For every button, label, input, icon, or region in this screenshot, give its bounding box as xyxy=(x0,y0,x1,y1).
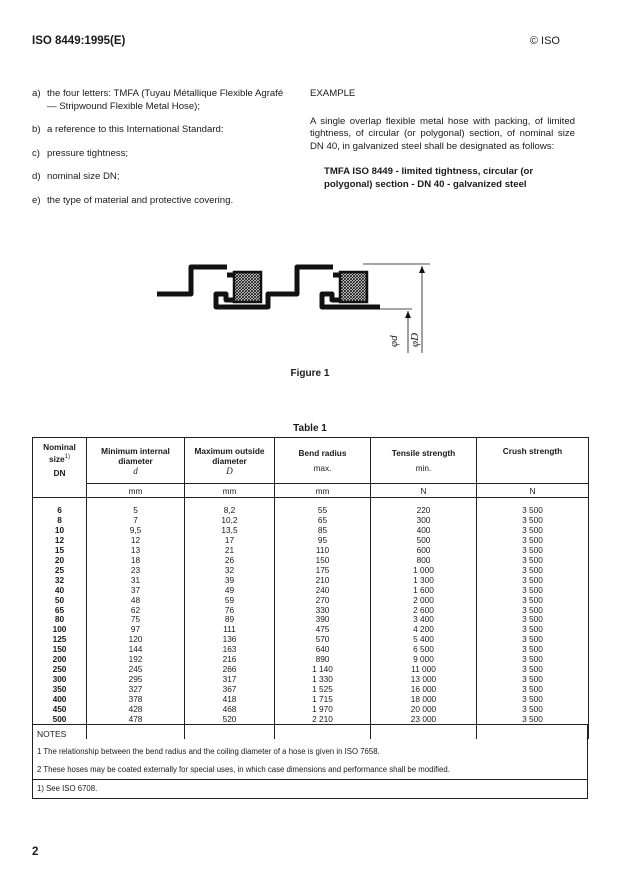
value-cell: 520 xyxy=(185,715,275,725)
footnote-1: 1) See ISO 6708. xyxy=(33,779,587,798)
value-cell: 7 xyxy=(87,516,185,526)
value-cell: 220 xyxy=(371,506,477,516)
value-cell: 3 500 xyxy=(477,596,589,606)
value-cell: 3 500 xyxy=(477,566,589,576)
table-row xyxy=(33,526,589,536)
unit-cell: mm xyxy=(185,484,275,498)
value-cell: 111 xyxy=(185,625,275,635)
example-block xyxy=(310,88,575,191)
value-cell: 49 xyxy=(185,586,275,596)
nominal-size-cell: 12 xyxy=(33,536,87,546)
value-cell: 1 300 xyxy=(371,576,477,586)
table-row xyxy=(33,506,589,516)
header-tensile-strength: Tensile strength min. xyxy=(371,438,477,484)
value-cell: 3 500 xyxy=(477,715,589,725)
nominal-size-cell: 500 xyxy=(33,715,87,725)
designation-item xyxy=(32,195,292,208)
value-cell: 37 xyxy=(87,586,185,596)
table-row xyxy=(33,556,589,566)
nominal-size-cell: 80 xyxy=(33,615,87,625)
note-1: 1 The relationship between the bend radius and the coiling diameter of a hose is given in ISO 7658. xyxy=(37,747,380,756)
value-cell: 16 000 xyxy=(371,685,477,695)
nominal-size-cell: 15 xyxy=(33,546,87,556)
value-cell: 500 xyxy=(371,536,477,546)
value-cell: 570 xyxy=(275,635,371,645)
unit-cell: mm xyxy=(275,484,371,498)
value-cell: 18 000 xyxy=(371,695,477,705)
designation-item xyxy=(32,124,292,137)
table-row xyxy=(33,635,589,645)
value-cell: 26 xyxy=(185,556,275,566)
designation-marker: c) xyxy=(32,147,40,159)
value-cell: 245 xyxy=(87,665,185,675)
value-cell: 65 xyxy=(275,516,371,526)
value-cell: 97 xyxy=(87,625,185,635)
nominal-size-cell: 450 xyxy=(33,705,87,715)
unit-cell: N xyxy=(371,484,477,498)
value-cell: 3 500 xyxy=(477,556,589,566)
value-cell: 62 xyxy=(87,606,185,616)
designation-marker: b) xyxy=(32,124,41,135)
value-cell: 48 xyxy=(87,596,185,606)
value-cell: 39 xyxy=(185,576,275,586)
page-number: 2 xyxy=(32,846,39,858)
value-cell: 110 xyxy=(275,546,371,556)
example-title: EXAMPLE xyxy=(310,88,356,99)
nominal-size-cell: 6 xyxy=(33,506,87,516)
nominal-size-cell: 200 xyxy=(33,655,87,665)
value-cell: 3 500 xyxy=(477,665,589,675)
value-cell: 85 xyxy=(275,526,371,536)
example-body: A single overlap flexible metal hose with packing, of limited tightness, of circular (or polygonal) section, of nominal size DN 40, in galvanized steel shall be designated as follows: xyxy=(310,115,575,152)
value-cell: 23 000 xyxy=(371,715,477,725)
value-cell: 32 xyxy=(185,566,275,576)
notes-title: NOTES xyxy=(37,729,67,739)
value-cell: 240 xyxy=(275,586,371,596)
designation-text: the four letters: TMFA (Tuyau Métallique Flexible Agrafé — Stripwound Flexible Metal Hose); xyxy=(47,88,284,112)
table-row xyxy=(33,516,589,526)
table-row xyxy=(33,665,589,675)
value-cell: 175 xyxy=(275,566,371,576)
designation-marker: e) xyxy=(32,194,41,206)
table-row xyxy=(33,586,589,596)
hose-profile-figure xyxy=(150,255,450,365)
value-cell: 1 715 xyxy=(275,695,371,705)
value-cell: 12 xyxy=(87,536,185,546)
nominal-size-cell: 400 xyxy=(33,695,87,705)
designation-marker: d) xyxy=(32,171,41,182)
value-cell: 378 xyxy=(87,695,185,705)
header-nominal-size: Nominal size$^{1)}$ DN xyxy=(33,438,87,498)
value-cell: 3 500 xyxy=(477,546,589,556)
nominal-size-cell: 250 xyxy=(33,665,87,675)
value-cell: 120 xyxy=(87,635,185,645)
value-cell: 31 xyxy=(87,576,185,586)
value-cell: 1 970 xyxy=(275,705,371,715)
value-cell: 3 500 xyxy=(477,516,589,526)
value-cell: 418 xyxy=(185,695,275,705)
value-cell: 13 000 xyxy=(371,675,477,685)
table-row xyxy=(33,695,589,705)
value-cell: 1 525 xyxy=(275,685,371,695)
nominal-size-cell: 125 xyxy=(33,635,87,645)
value-cell: 210 xyxy=(275,576,371,586)
value-cell: 327 xyxy=(87,685,185,695)
value-cell: 17 xyxy=(185,536,275,546)
value-cell: 9,5 xyxy=(87,526,185,536)
value-cell: 55 xyxy=(275,506,371,516)
value-cell: 890 xyxy=(275,655,371,665)
value-cell: 9 000 xyxy=(371,655,477,665)
nominal-size-cell: 32 xyxy=(33,576,87,586)
nominal-size-cell: 100 xyxy=(33,625,87,635)
value-cell: 3 500 xyxy=(477,625,589,635)
value-cell: 3 500 xyxy=(477,506,589,516)
value-cell: 192 xyxy=(87,655,185,665)
nominal-size-cell: 350 xyxy=(33,685,87,695)
value-cell: 475 xyxy=(275,625,371,635)
packing-left xyxy=(234,272,261,302)
value-cell: 6 500 xyxy=(371,645,477,655)
value-cell: 136 xyxy=(185,635,275,645)
value-cell: 330 xyxy=(275,606,371,616)
value-cell: 1 600 xyxy=(371,586,477,596)
designation-text: pressure tightness; xyxy=(47,147,129,159)
header-bend-radius: Bend radius max. xyxy=(275,438,371,484)
value-cell: 18 xyxy=(87,556,185,566)
value-cell: 3 500 xyxy=(477,615,589,625)
value-cell: 3 500 xyxy=(477,635,589,645)
value-cell: 3 500 xyxy=(477,685,589,695)
value-cell: 266 xyxy=(185,665,275,675)
table-row xyxy=(33,546,589,556)
designation-item xyxy=(32,171,292,184)
value-cell: 20 000 xyxy=(371,705,477,715)
value-cell: 4 200 xyxy=(371,625,477,635)
value-cell: 8,2 xyxy=(185,506,275,516)
designation-text: nominal size DN; xyxy=(47,171,120,182)
value-cell: 390 xyxy=(275,615,371,625)
table-row xyxy=(33,576,589,586)
value-cell: 3 500 xyxy=(477,536,589,546)
value-cell: 150 xyxy=(275,556,371,566)
value-cell: 300 xyxy=(371,516,477,526)
nominal-size-cell: 50 xyxy=(33,596,87,606)
table-row xyxy=(33,685,589,695)
designation-item xyxy=(32,148,292,161)
value-cell: 640 xyxy=(275,645,371,655)
value-cell: 3 500 xyxy=(477,695,589,705)
header-min-internal-diameter: Minimum internal diameter d xyxy=(87,438,185,484)
value-cell: 3 500 xyxy=(477,526,589,536)
value-cell: 1 000 xyxy=(371,566,477,576)
value-cell: 3 500 xyxy=(477,655,589,665)
note-2: 2 These hoses may be coated externally for special uses, in which case dimensions and performance shall be modified. xyxy=(37,765,450,774)
value-cell: 21 xyxy=(185,546,275,556)
value-cell: 468 xyxy=(185,705,275,715)
value-cell: 295 xyxy=(87,675,185,685)
nominal-size-cell: 150 xyxy=(33,645,87,655)
value-cell: 1 140 xyxy=(275,665,371,675)
value-cell: 2 000 xyxy=(371,596,477,606)
value-cell: 5 400 xyxy=(371,635,477,645)
hose-properties-table xyxy=(32,437,589,739)
value-cell: 3 500 xyxy=(477,705,589,715)
table-row xyxy=(33,655,589,665)
nominal-size-cell: 25 xyxy=(33,566,87,576)
value-cell: 163 xyxy=(185,645,275,655)
value-cell: 11 000 xyxy=(371,665,477,675)
value-cell: 5 xyxy=(87,506,185,516)
label-D: φD xyxy=(409,332,421,347)
figure-caption: Figure 1 xyxy=(290,368,330,379)
value-cell: 3 500 xyxy=(477,675,589,685)
value-cell: 2 600 xyxy=(371,606,477,616)
value-cell: 144 xyxy=(87,645,185,655)
value-cell: 478 xyxy=(87,715,185,725)
copyright-mark: © ISO xyxy=(529,35,560,47)
value-cell: 317 xyxy=(185,675,275,685)
unit-cell: mm xyxy=(87,484,185,498)
value-cell: 3 500 xyxy=(477,576,589,586)
nominal-size-cell: 10 xyxy=(33,526,87,536)
header-crush-strength: Crush strength xyxy=(477,438,589,484)
value-cell: 23 xyxy=(87,566,185,576)
table-row xyxy=(33,705,589,715)
value-cell: 59 xyxy=(185,596,275,606)
value-cell: 3 500 xyxy=(477,586,589,596)
header-max-outside-diameter: Maximum outside diameter D xyxy=(185,438,275,484)
table-row xyxy=(33,606,589,616)
value-cell: 1 330 xyxy=(275,675,371,685)
value-cell: 76 xyxy=(185,606,275,616)
value-cell: 89 xyxy=(185,615,275,625)
designation-text: the type of material and protective covering. xyxy=(47,194,234,206)
value-cell: 2 210 xyxy=(275,715,371,725)
value-cell: 75 xyxy=(87,615,185,625)
nominal-size-cell: 40 xyxy=(33,586,87,596)
designation-list xyxy=(32,88,292,218)
value-cell: 3 500 xyxy=(477,606,589,616)
value-cell: 95 xyxy=(275,536,371,546)
label-d: φd xyxy=(388,335,400,347)
value-cell: 800 xyxy=(371,556,477,566)
table-caption: Table 1 xyxy=(293,423,327,434)
value-cell: 428 xyxy=(87,705,185,715)
value-cell: 216 xyxy=(185,655,275,665)
nominal-size-cell: 65 xyxy=(33,606,87,616)
table-row xyxy=(33,645,589,655)
value-cell: 400 xyxy=(371,526,477,536)
table-row xyxy=(33,625,589,635)
value-cell: 3 500 xyxy=(477,645,589,655)
value-cell: 13,5 xyxy=(185,526,275,536)
value-cell: 3 400 xyxy=(371,615,477,625)
nominal-size-cell: 20 xyxy=(33,556,87,566)
table-row xyxy=(33,596,589,606)
packing-right xyxy=(340,272,367,302)
unit-cell: N xyxy=(477,484,589,498)
value-cell: 270 xyxy=(275,596,371,606)
value-cell: 367 xyxy=(185,685,275,695)
nominal-size-cell: 8 xyxy=(33,516,87,526)
table-row xyxy=(33,566,589,576)
value-cell: 13 xyxy=(87,546,185,556)
table-row xyxy=(33,615,589,625)
table-notes xyxy=(32,724,588,799)
designation-item xyxy=(32,88,292,113)
example-designation: TMFA ISO 8449 - limited tightness, circular (or polygonal) section - DN 40 - galvanized steel xyxy=(324,166,534,190)
document-header-title: ISO 8449:1995(E) xyxy=(32,35,126,47)
nominal-size-cell: 300 xyxy=(33,675,87,685)
value-cell: 600 xyxy=(371,546,477,556)
designation-marker: a) xyxy=(32,88,41,99)
designation-text: a reference to this International Standard: xyxy=(47,124,224,135)
table-row xyxy=(33,536,589,546)
value-cell: 10,2 xyxy=(185,516,275,526)
table-row xyxy=(33,675,589,685)
